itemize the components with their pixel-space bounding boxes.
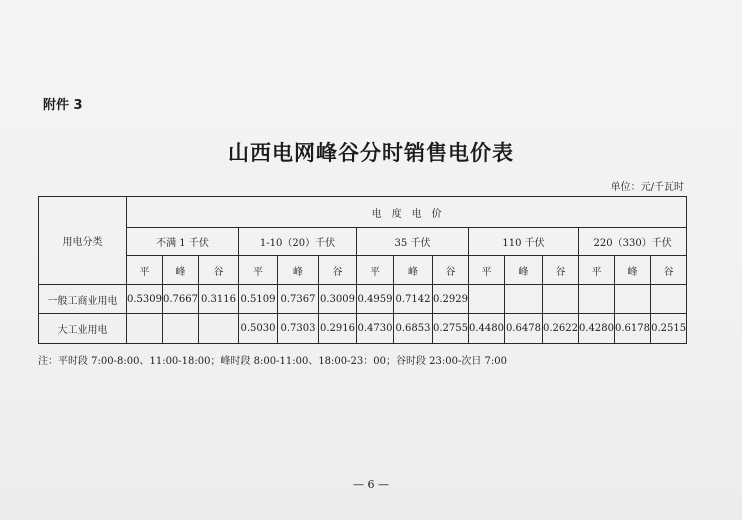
price-cell: 0.2929 bbox=[433, 285, 469, 314]
price-cell: 0.4280 bbox=[579, 314, 615, 344]
price-cell: 0.4480 bbox=[469, 314, 505, 344]
category-cell: 大工业用电 bbox=[39, 314, 127, 344]
price-cell: 0.2755 bbox=[433, 314, 469, 344]
page-number: — 6 — bbox=[353, 478, 389, 491]
price-cell: 0.5030 bbox=[239, 314, 278, 344]
price-cell: 0.5309 bbox=[127, 285, 163, 314]
period-header: 谷 bbox=[199, 256, 239, 285]
table-header-row bbox=[39, 197, 687, 228]
period-header: 峰 bbox=[394, 256, 433, 285]
price-cell: 0.7667 bbox=[163, 285, 199, 314]
table-row bbox=[39, 314, 687, 344]
price-cell: 0.4959 bbox=[357, 285, 394, 314]
attachment-label: 附件 3 bbox=[43, 98, 83, 113]
period-header: 峰 bbox=[278, 256, 319, 285]
period-header: 平 bbox=[357, 256, 394, 285]
price-cell: 0.3009 bbox=[319, 285, 357, 314]
price-cell: 0.6478 bbox=[505, 314, 543, 344]
price-cell bbox=[469, 285, 505, 314]
price-cell bbox=[127, 314, 163, 344]
price-cell: 0.2515 bbox=[651, 314, 687, 344]
price-cell: 0.3116 bbox=[199, 285, 239, 314]
price-cell: 0.2916 bbox=[319, 314, 357, 344]
period-header-row bbox=[39, 256, 687, 285]
price-cell bbox=[651, 285, 687, 314]
voltage-header: 35 千伏 bbox=[357, 228, 469, 256]
price-cell bbox=[543, 285, 579, 314]
category-cell: 一般工商业用电 bbox=[39, 285, 127, 314]
period-header: 平 bbox=[239, 256, 278, 285]
price-cell: 0.6853 bbox=[394, 314, 433, 344]
price-cell: 0.7367 bbox=[278, 285, 319, 314]
price-cell bbox=[615, 285, 651, 314]
voltage-header: 110 千伏 bbox=[469, 228, 579, 256]
period-header: 峰 bbox=[505, 256, 543, 285]
table-row bbox=[39, 285, 687, 314]
period-header: 谷 bbox=[319, 256, 357, 285]
period-header: 谷 bbox=[651, 256, 687, 285]
unit-label: 单位：元/千瓦时 bbox=[610, 182, 684, 193]
period-header: 谷 bbox=[543, 256, 579, 285]
voltage-header: 220（330）千伏 bbox=[579, 228, 687, 256]
price-cell: 0.6178 bbox=[615, 314, 651, 344]
group-header: 电 度 电 价 bbox=[127, 197, 687, 228]
period-header: 谷 bbox=[433, 256, 469, 285]
price-cell bbox=[505, 285, 543, 314]
page-title: 山西电网峰谷分时销售电价表 bbox=[228, 141, 514, 165]
price-cell bbox=[579, 285, 615, 314]
period-header: 平 bbox=[579, 256, 615, 285]
category-header: 用电分类 bbox=[39, 197, 127, 285]
price-cell: 0.7142 bbox=[394, 285, 433, 314]
price-cell: 0.2622 bbox=[543, 314, 579, 344]
price-cell bbox=[163, 314, 199, 344]
period-header: 平 bbox=[469, 256, 505, 285]
voltage-header: 不满 1 千伏 bbox=[127, 228, 239, 256]
price-cell: 0.4730 bbox=[357, 314, 394, 344]
period-header: 峰 bbox=[163, 256, 199, 285]
voltage-header-row bbox=[39, 228, 687, 256]
footnote: 注：平时段 7:00-8:00、11:00-18:00；峰时段 8:00-11:00、18:00-23：00；谷时段 23:00-次日 7:00 bbox=[38, 356, 507, 367]
period-header: 峰 bbox=[615, 256, 651, 285]
price-table bbox=[38, 196, 687, 344]
voltage-header: 1-10（20）千伏 bbox=[239, 228, 357, 256]
price-cell: 0.7303 bbox=[278, 314, 319, 344]
price-cell bbox=[199, 314, 239, 344]
price-cell: 0.5109 bbox=[239, 285, 278, 314]
period-header: 平 bbox=[127, 256, 163, 285]
